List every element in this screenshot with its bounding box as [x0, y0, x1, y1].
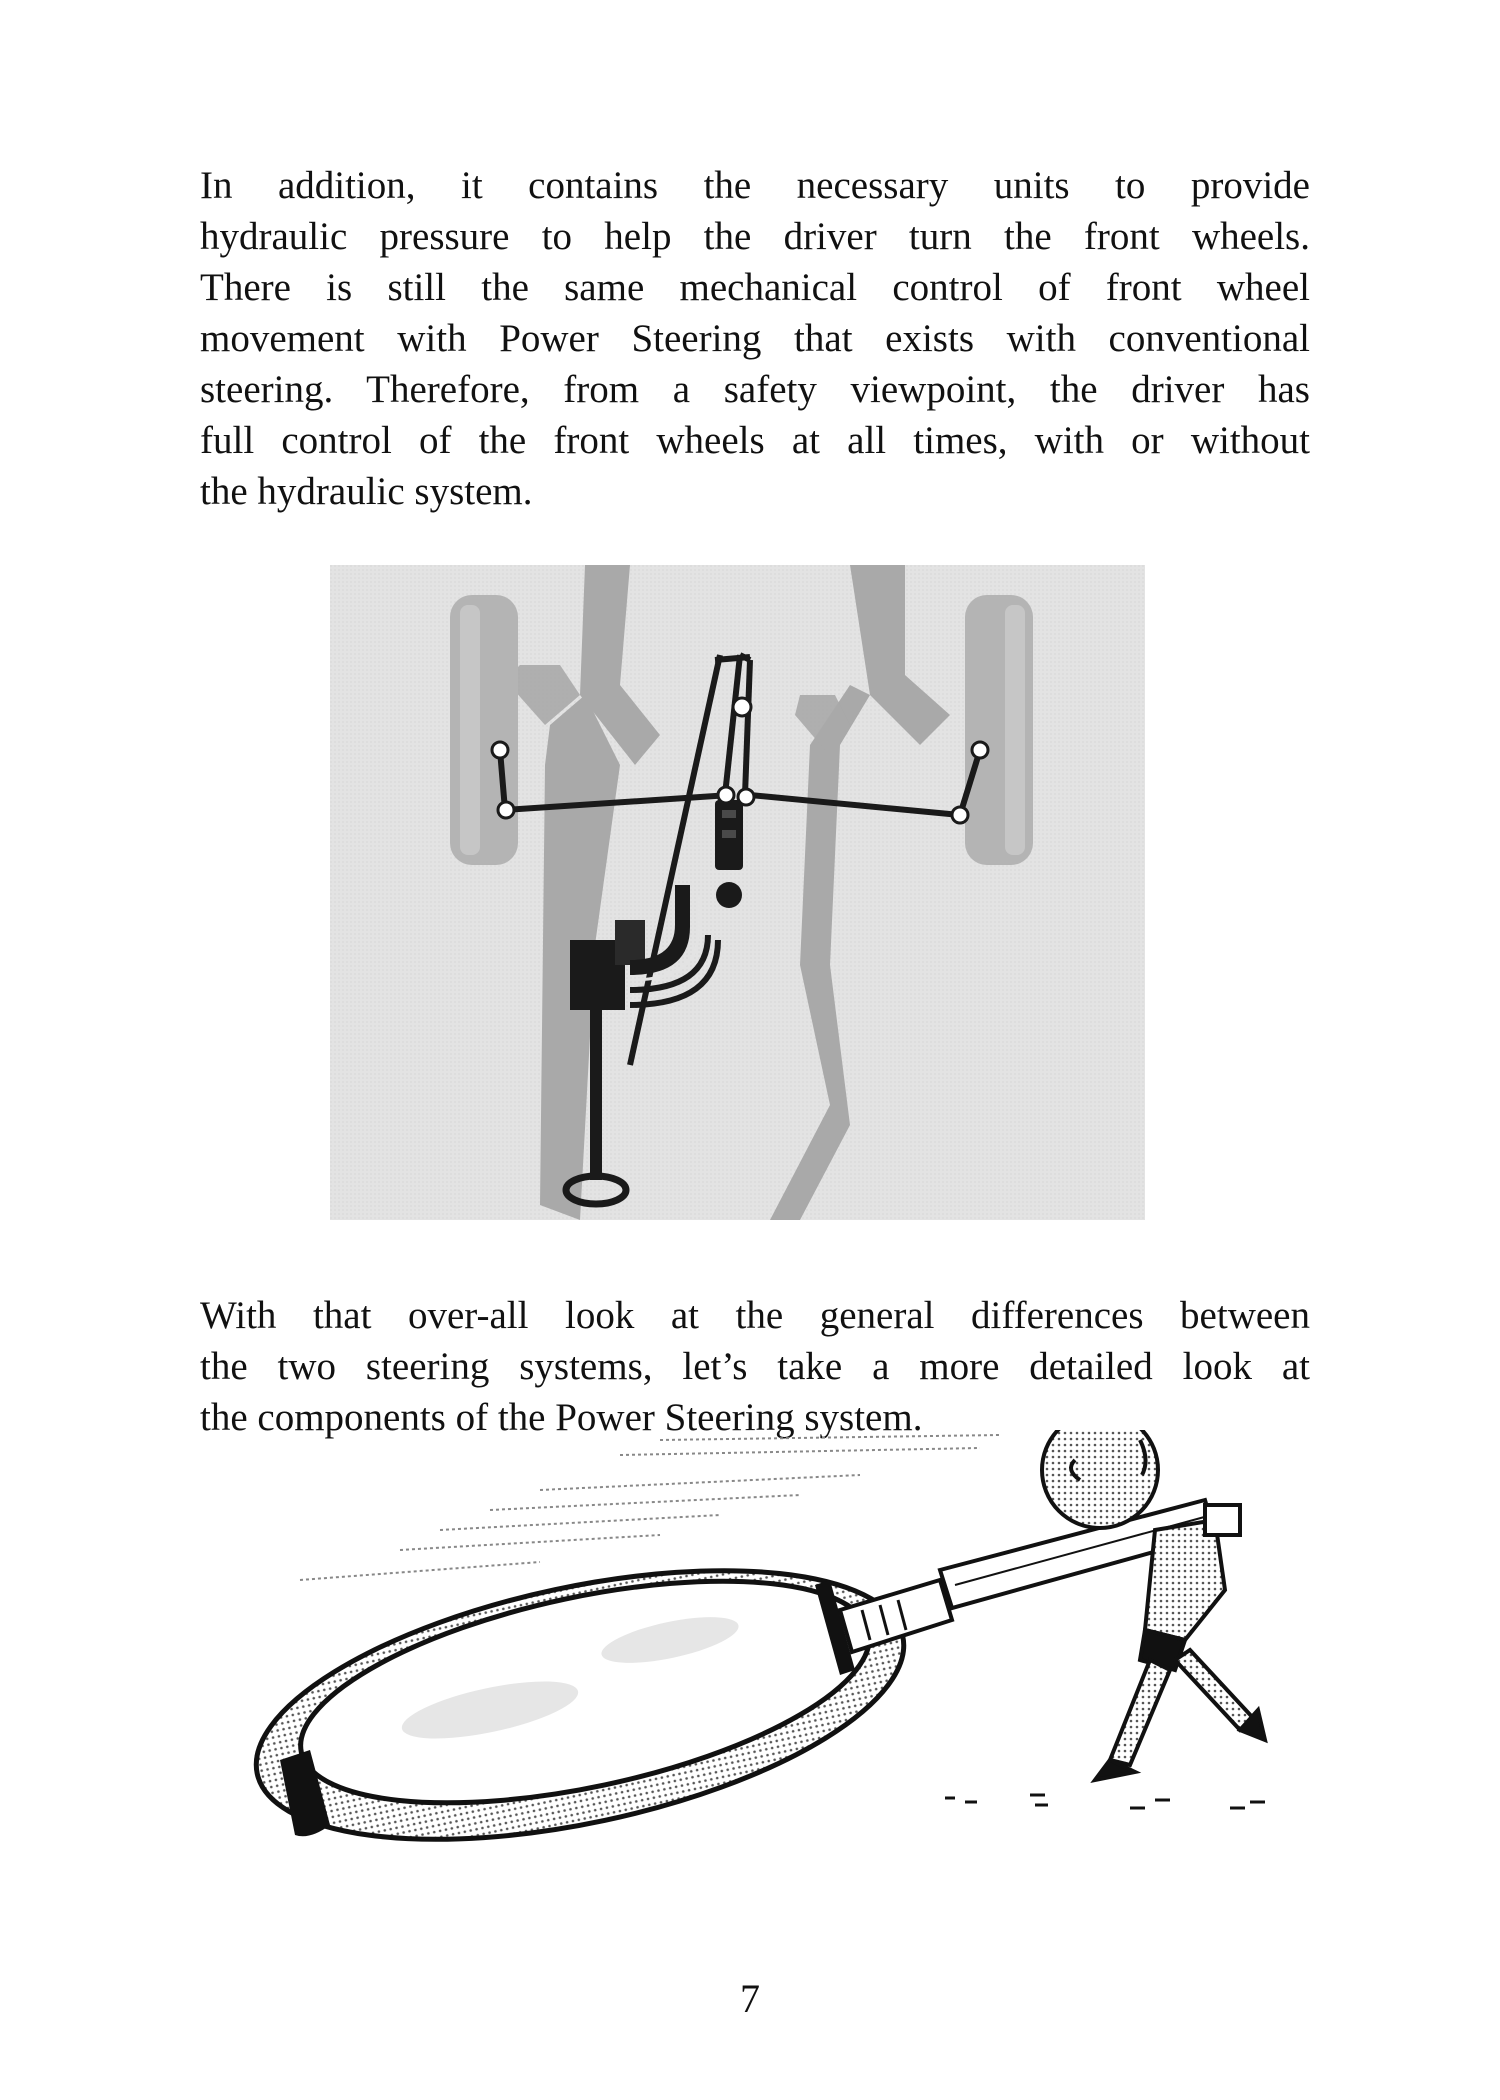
- magnifying-glass: [240, 1500, 1215, 1870]
- text-line: full control of the front wheels at all times, with or without: [200, 419, 1310, 462]
- page-number: 7: [740, 1976, 760, 2021]
- text-line: hydraulic pressure to help the driver turn the front wheels.: [200, 215, 1310, 258]
- paragraph-intro: [200, 160, 1310, 517]
- power-cylinder: [715, 800, 743, 908]
- right-wheel: [965, 595, 1033, 865]
- text-line: In addition, it contains the necessary units to provide: [200, 164, 1310, 207]
- paragraph-transition: [200, 1290, 1310, 1443]
- text-line: steering. Therefore, from a safety viewpoint, the driver has: [200, 368, 1310, 411]
- text-line: the hydraulic system.: [200, 470, 533, 513]
- left-wheel: [450, 595, 518, 865]
- footprint-marks: [945, 1795, 1265, 1808]
- text-line: There is still the same mechanical control of front wheel: [200, 266, 1310, 309]
- text-line: With that over-all look at the general differences between: [200, 1294, 1310, 1337]
- power-steering-linkage-diagram: [330, 565, 1145, 1220]
- linkage-drawing: [330, 565, 1145, 1220]
- text-line: the two steering systems, let’s take a more detailed look at: [200, 1345, 1310, 1388]
- cartoon-character: [1042, 1430, 1265, 1780]
- text-line: the components of the Power Steering system.: [200, 1396, 923, 1439]
- magnifying-glass-cartoon: [240, 1430, 1360, 1870]
- speed-lines: [300, 1435, 1000, 1580]
- cartoon-drawing: [240, 1430, 1360, 1870]
- text-line: movement with Power Steering that exists with conventional: [200, 317, 1310, 360]
